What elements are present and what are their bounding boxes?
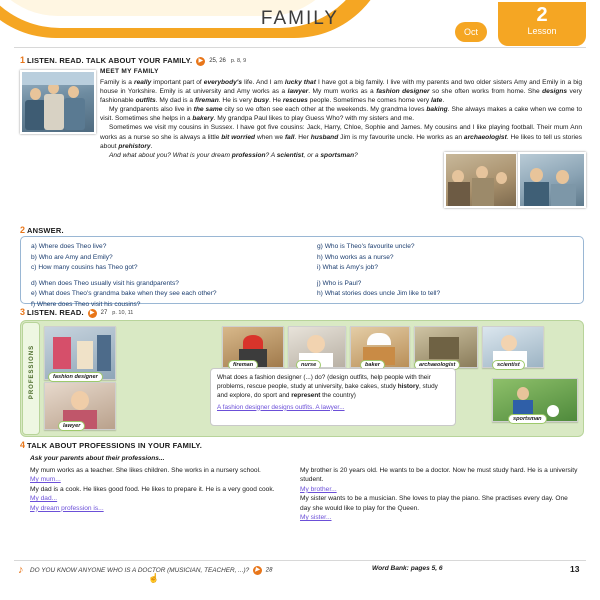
family-photo-tertiary <box>518 152 586 208</box>
section-1-audio-label: 25, 26 <box>209 58 226 65</box>
example-text: My dad is a cook. He likes good food. He likes to prepare it. He is a very good cook. <box>30 485 275 493</box>
section-1-title: LISTEN. READ. TALK ABOUT YOUR FAMILY. <box>26 56 193 65</box>
audio-icon[interactable]: ▶ <box>253 566 262 575</box>
section-4-column-right <box>300 466 580 522</box>
section-4-column-left <box>30 466 292 513</box>
pointing-hand-icon: ☝ <box>148 573 160 583</box>
footer-audio-label: 28 <box>265 567 273 574</box>
questions-column-right <box>317 242 577 300</box>
student-answer-line[interactable]: My sister... <box>300 514 332 522</box>
section-3-book-ref: p. 10, 11 <box>112 310 134 317</box>
page-title: FAMILY <box>260 8 340 29</box>
page-number: 13 <box>570 564 580 574</box>
footer-divider <box>14 560 586 561</box>
student-answer-line[interactable]: My brother... <box>300 485 337 493</box>
question-item: h) What stories does uncle Jim like to tell? <box>317 290 441 297</box>
question-item: i) What is Amy's job? <box>317 264 378 271</box>
section-4-heading <box>20 440 202 450</box>
header-divider <box>14 47 586 48</box>
lesson-label: Lesson <box>527 26 557 36</box>
questions-box <box>20 236 584 308</box>
question-item: f) Where does Theo visit his cousins? <box>31 300 141 308</box>
reading-paragraph-4: And what about you? What is your dream profession? A scientist, or a sportsman? <box>109 151 358 159</box>
question-item: d) When does Theo usually visit his grandparents? <box>31 279 179 287</box>
professions-tab-label: PROFESSIONS <box>29 344 35 400</box>
audio-icon[interactable]: ▶ <box>196 57 205 66</box>
footer-question-text: DO YOU KNOW ANYONE WHO IS A DOCTOR (MUSICIAN, TEACHER, ...)? <box>30 567 250 575</box>
reading-text <box>100 78 582 160</box>
section-1-heading <box>20 55 246 66</box>
profession-label-fashion-designer: fashion designer <box>48 372 103 382</box>
question-item: h) Who works as a nurse? <box>317 253 394 261</box>
bubble-question: What does a fashion designer (...) do? (design outfits, help people with their problems, rescue people, study at university, bake cakes, study history, study and explore, do sport and represent the country) <box>217 374 438 400</box>
reading-paragraph-1: Family is a really important part of everybody's life. And I am lucky that I have got a big family. I live with my parents and two older sisters Amy and Emily in a big house in Yorkshire. Emily is at university and Amy works as a lawyer. My mum works as a fashion designer so she often works from home. She designs very fashionable outfits. My dad is a fireman. He is very busy. He rescues people. Sometimes he comes home very late. <box>100 79 582 105</box>
reading-paragraph-3: Sometimes we visit my cousins in Sussex. I have got five cousins: Jack, Harry, Chloe, Sophie and James. My cousins and I like playing football. Their mum Ann works as a nurse so she is always a little bit worried when we fall. Her husband Jim is my favourite uncle. He works as an archaeologist. He likes to tell us stories about prehistory. <box>100 124 582 150</box>
profession-label-fireman: fireman <box>228 360 258 370</box>
question-item: a) Where does Theo live? <box>31 243 107 250</box>
question-item: j) Who is Paul? <box>317 279 362 287</box>
reading-paragraph-2: My grandparents also live in the same city so we often see each other at the weekends. My grandma loves baking. She always makes a cake when we come to visit. Sometimes she helps in a bakery. My grandpa Paul likes to play Guess Who? with my sisters and me. <box>100 106 582 123</box>
profession-label-baker: baker <box>360 360 385 370</box>
speech-bubble <box>210 368 456 426</box>
section-3-audio-label: 27 <box>100 310 108 317</box>
example-text: My mum works as a teacher. She likes children. She works in a nursery school. <box>30 467 261 474</box>
example-text: My sister wants to be a musician. She loves to play the piano. She practises every day. One day she would like to play for the Queen. <box>300 495 568 512</box>
profession-label-scientist: scientist <box>492 360 525 370</box>
family-photo-main <box>20 70 96 134</box>
questions-column-left <box>31 242 301 310</box>
section-4-title: TALK ABOUT PROFESSIONS IN YOUR FAMILY. <box>26 441 203 450</box>
student-answer-line[interactable]: My mum... <box>30 476 61 484</box>
student-answer-line[interactable]: My dad... <box>30 495 58 503</box>
profession-label-lawyer: lawyer <box>58 421 85 431</box>
bubble-answer: A fashion designer designs outfits. A lawyer... <box>217 403 345 411</box>
family-photo-secondary <box>444 152 518 208</box>
example-text: My brother is 20 years old. He wants to be a doctor. Now he must study hard. He is a university student. <box>300 467 578 484</box>
word-bank-reference: Word Bank: pages 5, 6 <box>372 565 443 572</box>
professions-tab <box>22 322 40 435</box>
question-item: g) Who is Theo's favourite uncle? <box>317 243 415 250</box>
audio-icon[interactable]: ▶ <box>88 309 97 318</box>
section-1-number: 1 <box>20 55 26 65</box>
section-2-number: 2 <box>20 225 26 235</box>
lesson-number: 2 <box>536 4 548 26</box>
section-3-title: LISTEN. READ. <box>26 308 84 317</box>
question-item: c) How many cousins has Theo got? <box>31 264 138 271</box>
profession-label-sportsman: sportsman <box>508 414 547 424</box>
section-1-subheading: MEET MY FAMILY <box>100 68 159 75</box>
section-3-number: 3 <box>20 307 26 317</box>
student-answer-line[interactable]: My dream profession is... <box>30 504 104 512</box>
month-badge: Oct <box>455 22 487 42</box>
section-2-heading <box>20 225 64 235</box>
section-3-heading <box>20 307 133 318</box>
section-4-number: 4 <box>20 440 26 450</box>
section-1-book-ref: p. 8, 9 <box>230 58 247 65</box>
profession-label-nurse: nurse <box>296 360 321 370</box>
section-4-prompt: Ask your parents about their professions... <box>30 455 165 462</box>
section-2-title: ANSWER. <box>26 226 64 235</box>
lesson-badge <box>498 2 586 46</box>
question-item: b) Who are Amy and Emily? <box>31 253 113 261</box>
question-item: e) What does Theo's grandma bake when they see each other? <box>31 290 217 297</box>
profession-label-archaeologist: archaeologist <box>414 360 460 370</box>
music-note-icon: ♪ <box>18 564 24 576</box>
